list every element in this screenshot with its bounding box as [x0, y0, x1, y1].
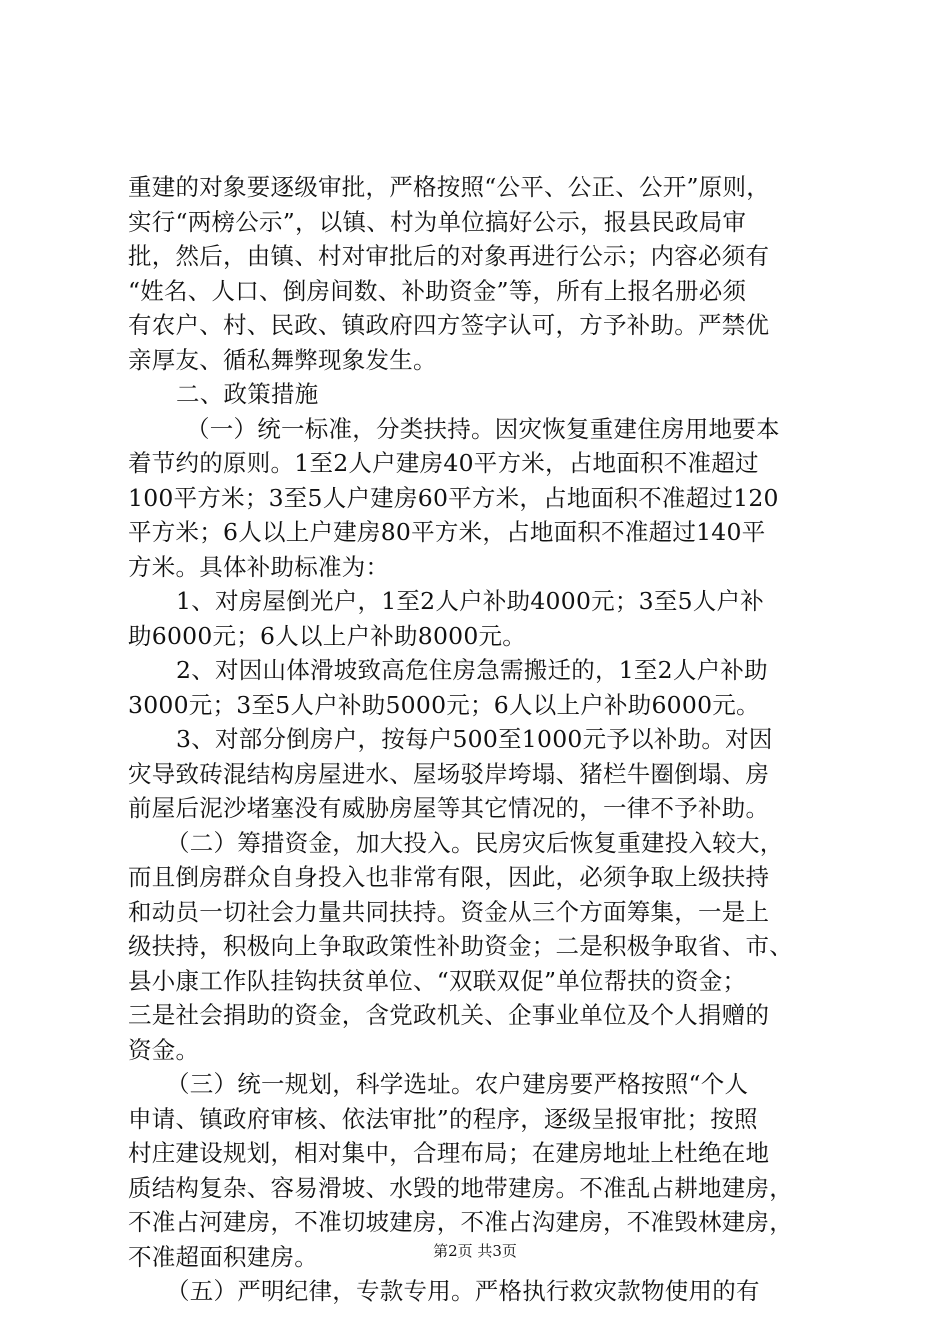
- text-line: 3、对部分倒房户，按每户500至1000元予以补助。对因: [176, 725, 773, 753]
- text-line: 有农户、村、民政、镇政府四方签字认可，方予补助。严禁优: [128, 311, 770, 339]
- text-line: 和动员一切社会力量共同扶持。资金从三个方面筹集，一是上: [128, 897, 770, 926]
- page-number: 第2页 共3页: [433, 1242, 517, 1260]
- text-line: 方米。具体补助标准为：: [128, 552, 390, 581]
- text-line: 批，然后，由镇、村对审批后的对象再进行公示；内容必须有: [128, 242, 770, 270]
- text-line: 三是社会捐助的资金，含党政机关、企事业单位及个人捐赠的: [128, 1001, 770, 1029]
- text-line: （五）严明纪律，专款专用。严格执行救灾款物使用的有: [166, 1277, 760, 1305]
- section-heading: 二、政策措施: [176, 380, 319, 408]
- document-body: [128, 170, 840, 1309]
- text-line: （二）筹措资金，加大投入。民房灾后恢复重建投入较大，: [166, 828, 784, 857]
- text-line: 资金。: [128, 1035, 200, 1064]
- text-line: 级扶持，积极向上争取政策性补助资金；二是积极争取省、市、: [128, 932, 793, 960]
- text-line: 平方米；6人以上户建房80平方米，占地面积不准超过140平: [128, 518, 766, 546]
- text-line: 申请、镇政府审核、依法审批”的程序，逐级呈报审批；按照: [128, 1104, 758, 1133]
- text-line: “姓名、人口、倒房间数、补助资金”等，所有上报名册必须: [128, 276, 747, 305]
- text-line: （三）统一规划，科学选址。农户建房要严格按照“个人: [166, 1070, 749, 1098]
- text-line: 助6000元；6人以上户补助8000元。: [128, 621, 527, 650]
- text-line: 质结构复杂、容易滑坡、水毁的地带建房。不准乱占耕地建房，: [128, 1173, 793, 1202]
- text-line: （一）统一标准，分类扶持。因灾恢复重建住房用地要本: [186, 414, 780, 443]
- text-line: 实行“两榜公示”，以镇、村为单位搞好公示，报县民政局审: [128, 207, 747, 236]
- text-line: 1、对房屋倒光户，1至2人户补助4000元；3至5人户补: [176, 587, 765, 615]
- text-line: 亲厚友、循私舞弊现象发生。: [128, 345, 437, 374]
- text-line: 重建的对象要逐级审批，严格按照“公平、公正、公开”原则，: [128, 173, 771, 201]
- text-line: 100平方米；3至5人户建房60平方米，占地面积不准超过120: [128, 483, 779, 512]
- text-line: 灾导致砖混结构房屋进水、屋场驳岸垮塌、猪栏牛圈倒塌、房: [128, 759, 770, 788]
- page-footer: [0, 1241, 950, 1261]
- text-line: 2、对因山体滑坡致高危住房急需搬迁的，1至2人户补助: [176, 656, 768, 684]
- text-line: 村庄建设规划，相对集中，合理布局；在建房地址上杜绝在地: [128, 1139, 770, 1167]
- text-line: 着节约的原则。1至2人户建房40平方米，占地面积不准超过: [128, 449, 759, 477]
- text-line: 3000元；3至5人户补助5000元；6人以上户补助6000元。: [128, 690, 760, 719]
- text-line: 不准超面积建房。: [128, 1242, 318, 1271]
- text-line: 而且倒房群众自身投入也非常有限，因此，必须争取上级扶持: [128, 863, 770, 891]
- text-line: 不准占河建房，不准切坡建房，不准占沟建房，不准毁林建房，: [128, 1208, 793, 1236]
- text-line: 县小康工作队挂钩扶贫单位、“双联双促”单位帮扶的资金；: [128, 966, 747, 995]
- text-line: 前屋后泥沙堵塞没有威胁房屋等其它情况的，一律不予补助。: [128, 794, 770, 822]
